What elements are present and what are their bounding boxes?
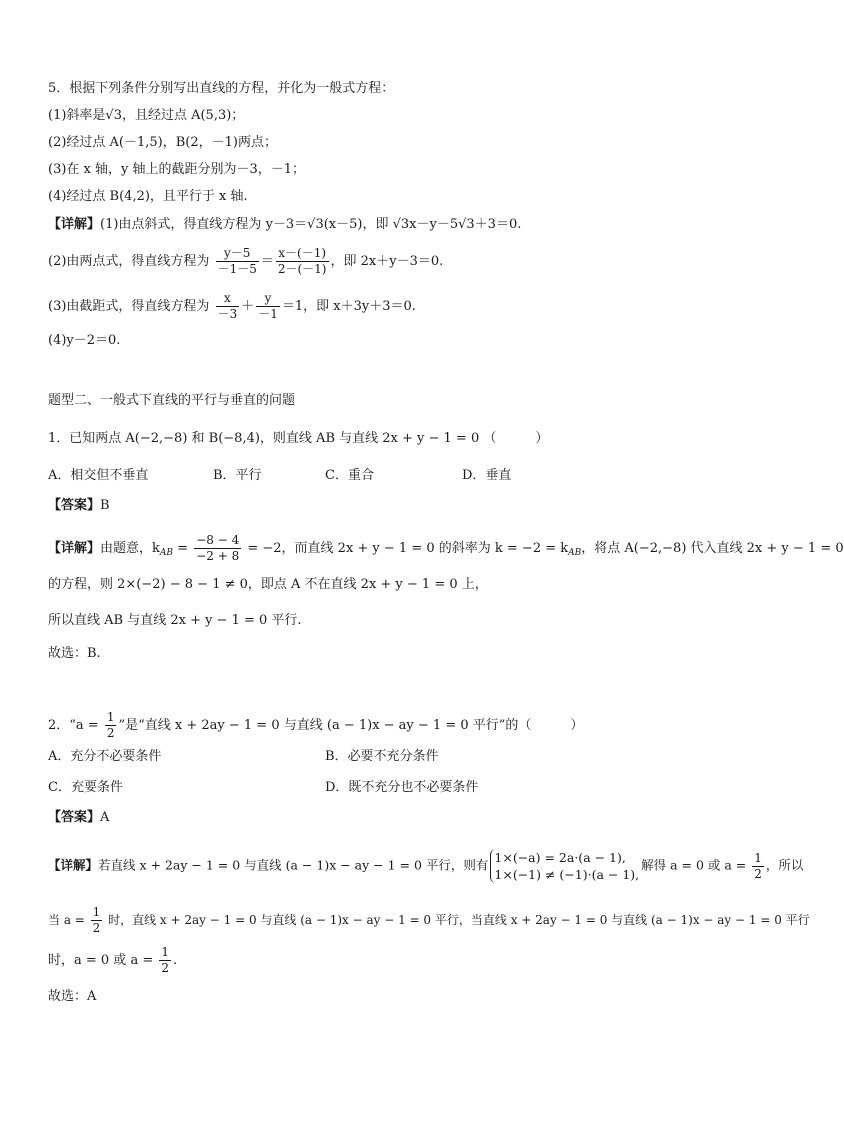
p2-question <box>48 710 583 741</box>
p1-detail-text: 由题意，k <box>100 541 160 556</box>
p2-option-a: A．充分不必要条件 <box>48 749 162 764</box>
frac-numerator: y－5 <box>216 246 259 262</box>
frac-denominator: 2 <box>92 921 101 935</box>
section-heading: 题型二、一般式下直线的平行与垂直的问题 <box>48 393 296 408</box>
p2-question-text: 2．“a = <box>48 718 103 733</box>
p1-detail-text: = <box>173 541 193 556</box>
p1-detail-3: 所以直线 AB 与直线 2x + y − 1 = 0 平行. <box>48 613 302 628</box>
q5-detail-3-prefix: (3)由截距式，得直线方程为 <box>48 299 210 314</box>
subscript: AB <box>159 548 174 558</box>
frac-denominator: －3 <box>217 307 238 321</box>
fraction <box>159 945 171 976</box>
fraction <box>91 905 103 936</box>
q5-detail-3-suffix: ＝1，即 x＋3y＋3＝0. <box>281 299 416 314</box>
q5-detail-4: (4)y－2＝0. <box>48 333 121 348</box>
fraction <box>194 533 241 564</box>
q5-detail-3: (3)由截距式，得直线方程为 $\frac{x}{-3}$ ＋ $\frac{y}{-1}$ ＝1，即 x＋3y＋3＝0. <box>48 291 416 321</box>
system-row: 1×(−1) ≠ (−1)·(a − 1), <box>494 867 640 882</box>
p2-question-text: ”是“直线 x + 2ay − 1 = 0 与直线 (a − 1)x − ay − 1 = 0 平行”的（ ） <box>118 718 584 733</box>
fraction <box>752 851 764 882</box>
p1-detail-text: ，将点 A(−2,−8) 代入直线 2x + y − 1 = 0 <box>581 541 844 556</box>
p2-option-c: C．充要条件 <box>48 780 123 795</box>
q5-detail-2-suffix: ，即 2x＋y－3＝0. <box>330 254 444 269</box>
system-row: 1×(−a) = 2a·(a − 1), <box>494 850 626 865</box>
frac-denominator: 2 <box>754 866 762 881</box>
frac-numerator: 1 <box>161 945 169 959</box>
frac-numerator: −8 − 4 <box>196 533 240 547</box>
frac-denominator: 2 <box>106 726 115 740</box>
p2-detail-3 <box>48 945 177 976</box>
q5-detail-1-text: (1)由点斜式，得直线方程为 y－3＝√3(x－5)，即 √3x－y－5√3＋3＝0. <box>100 217 522 232</box>
answer-label: 【答案】 <box>48 498 101 513</box>
p2-detail-text: ，所以 <box>765 857 804 873</box>
fraction <box>216 291 240 322</box>
p1-option-b: B．平行 <box>213 468 262 483</box>
q5-item-4: (4)经过点 B(4,2)，且平行于 x 轴. <box>48 189 248 204</box>
q5-detail-2: (2)由两点式，得直线方程为 $\frac{y-5}{-1-5}$ ＝ $\frac{x-(-1)}{2-(-1)}$ ，即 2x＋y－3＝0. <box>48 246 444 276</box>
answer-label: 【答案】 <box>48 810 101 825</box>
p1-detail-text: = −2，而直线 2x + y − 1 = 0 的斜率为 k = −2 = k <box>243 541 569 556</box>
frac-denominator: －1－5 <box>217 262 257 276</box>
frac-denominator: 2－(－1) <box>277 262 327 276</box>
p2-detail-text: 解得 a = 0 或 a = <box>641 857 751 873</box>
p2-answer <box>48 809 109 827</box>
answer-value: B <box>100 498 110 513</box>
detail-label: 【详解】 <box>48 857 99 873</box>
answer-value: A <box>100 810 110 825</box>
p2-detail-text: . <box>173 953 178 968</box>
p1-option-a: A．相交但不垂直 <box>48 468 149 483</box>
frac-numerator: 1 <box>92 905 101 919</box>
p1-option-d: D．垂直 <box>462 468 512 483</box>
frac-denominator: −2 + 8 <box>196 549 240 563</box>
p2-option-d: D．既不充分也不必要条件 <box>325 780 479 795</box>
p2-conclusion: 故选：A <box>48 989 97 1004</box>
frac-numerator: y <box>256 291 280 307</box>
p2-option-b: B．必要不充分条件 <box>325 749 439 764</box>
detail-label: 【详解】 <box>48 541 101 556</box>
subscript: AB <box>568 548 582 558</box>
q5-item-3: (3)在 x 轴，y 轴上的截距分别为－3，－1； <box>48 162 306 177</box>
frac-denominator: 2 <box>161 961 169 975</box>
p2-detail-text: 时，直线 x + 2ay − 1 = 0 与直线 (a − 1)x − ay − 1 = 0 平行，当直线 x + 2ay − 1 = 0 与直线 (a − 1)x − ay − 1 = 0 平行 <box>104 913 810 927</box>
q5-item-2: (2)经过点 A(－1,5)，B(2，－1)两点； <box>48 135 277 150</box>
frac-denominator: －1 <box>258 307 278 321</box>
q5-title: 5．根据下列条件分别写出直线的方程，并化为一般式方程： <box>48 81 395 96</box>
p1-answer <box>48 497 110 515</box>
q5-item-1: (1)斜率是√3，且经过点 A(5,3)； <box>48 108 245 123</box>
p2-detail-1 <box>48 849 803 883</box>
p1-detail-2: 的方程，则 2×(−2) − 8 − 1 ≠ 0，即点 A 不在直线 2x + y − 1 = 0 上， <box>48 577 488 592</box>
fraction <box>256 291 280 322</box>
equation-system <box>490 849 639 883</box>
frac-numerator: x <box>216 291 240 307</box>
frac-numerator: x－(－1) <box>276 246 329 262</box>
p1-conclusion: 故选：B. <box>48 646 101 661</box>
q5-detail-2-prefix: (2)由两点式，得直线方程为 <box>48 254 210 269</box>
fraction <box>216 246 259 277</box>
frac-numerator: 1 <box>106 710 115 724</box>
p2-detail-text: 当 a = <box>48 913 89 927</box>
p1-question: 1．已知两点 A(−2,−8) 和 B(−8,4)，则直线 AB 与直线 2x + y − 1 = 0 （ ） <box>48 431 549 446</box>
frac-numerator: 1 <box>754 850 762 865</box>
p2-detail-text: 时，a = 0 或 a = <box>48 953 158 968</box>
detail-label: 【详解】 <box>48 217 101 232</box>
fraction <box>105 710 117 741</box>
q5-detail-1 <box>48 216 521 234</box>
p1-detail-1 <box>48 533 844 564</box>
p2-detail-2 <box>48 905 810 936</box>
fraction <box>276 246 329 277</box>
p2-detail-text: 若直线 x + 2ay − 1 = 0 与直线 (a − 1)x − ay − 1 = 0 平行，则有 <box>98 857 489 873</box>
p1-option-c: C．重合 <box>325 468 374 483</box>
